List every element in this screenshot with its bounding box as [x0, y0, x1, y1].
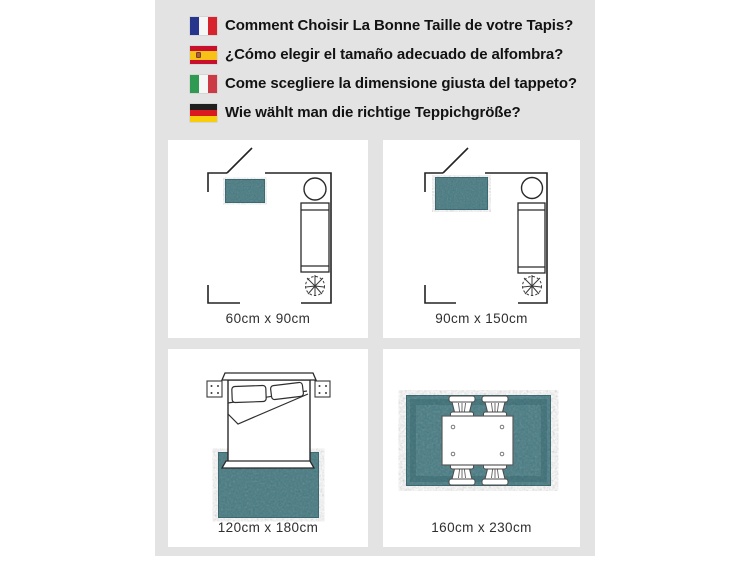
pillow-left: [232, 385, 267, 402]
nightstand-left: [207, 381, 222, 397]
panel-bedroom-90x150: [383, 140, 580, 338]
title-row-italian: [190, 75, 580, 93]
bed: [222, 373, 316, 468]
dining-set-top-view: [383, 349, 580, 547]
rug: [225, 179, 265, 203]
spain-emblem: [196, 52, 201, 58]
chair-top-left: [449, 396, 475, 418]
panel-dining-160x230: [383, 349, 580, 547]
title-text-spanish: ¿Cómo elegir el tamaño adecuado de alfombra?: [225, 46, 564, 63]
spain-flag-icon: [190, 46, 217, 64]
door-swing: [227, 148, 252, 173]
chair-top-right: [482, 396, 508, 418]
bed: [518, 203, 545, 273]
title-row-french: [190, 17, 580, 35]
dining-table: [442, 416, 513, 465]
nightstand-right: [315, 381, 330, 397]
title-row-german: [190, 104, 580, 122]
side-table: [522, 178, 543, 199]
rug: [435, 177, 488, 210]
bedroom-floorplan-medium: [383, 140, 580, 338]
size-label-120x180: 120cm x 180cm: [217, 520, 319, 535]
title-text-italian: Come scegliere la dimensione giusta del tappeto?: [225, 75, 577, 92]
chair-bottom-left: [449, 463, 475, 485]
infographic-background: [155, 0, 595, 556]
germany-flag-icon: [190, 104, 217, 122]
plant-icon: [523, 275, 542, 296]
headboard: [222, 373, 316, 380]
bed-top-view: [168, 349, 368, 547]
size-label-60x90: 60cm x 90cm: [225, 311, 311, 326]
plant-icon: [306, 275, 325, 296]
title-row-spanish: [190, 46, 580, 64]
size-label-160x230: 160cm x 230cm: [431, 520, 532, 535]
door-swing: [443, 148, 468, 173]
bed: [301, 203, 329, 272]
title-text-german: Wie wählt man die richtige Teppichgröße?: [225, 104, 521, 121]
italy-flag-icon: [190, 75, 217, 93]
title-text-french: Comment Choisir La Bonne Taille de votre Tapis?: [225, 17, 574, 34]
side-table: [304, 178, 326, 200]
chair-bottom-right: [482, 463, 508, 485]
panel-bedroom-60x90: [168, 140, 368, 338]
header-title-list: [190, 17, 580, 133]
bedroom-floorplan-small: [168, 140, 368, 338]
footboard: [222, 461, 314, 468]
panel-bed-120x180: [168, 349, 368, 547]
size-label-90x150: 90cm x 150cm: [435, 311, 528, 326]
france-flag-icon: [190, 17, 217, 35]
